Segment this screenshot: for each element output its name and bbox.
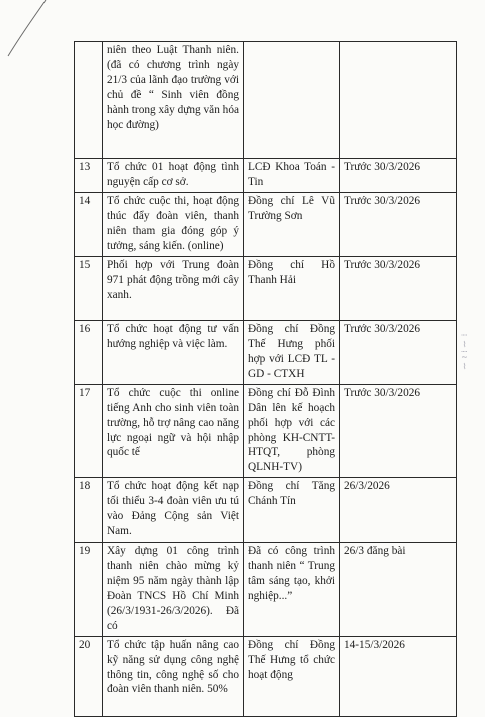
row-number: 14 [75,192,103,256]
pen-scribble-mark [0,0,60,70]
task-content: Tổ chức cuộc thi, hoạt động thúc đẩy đoàn viên, thanh niên tham gia đóng góp ý tưởng, sáng kiến. (online) [103,192,244,256]
table-row [75,159,457,193]
task-content: Phối hợp với Trung đoàn 971 phát động trồng mới cây xanh. [103,256,244,320]
deadline: Trước 30/3/2026 [340,159,457,193]
row-number [75,42,103,159]
table-row [75,42,457,159]
table-row [75,320,457,384]
row-number: 16 [75,320,103,384]
responsible-unit: Đồng chí Tăng Chánh Tín [244,478,340,543]
row-number: 20 [75,636,103,716]
table-row [75,636,457,716]
responsible-unit: Đồng chí Hồ Thanh Hải [244,256,340,320]
table-row [75,478,457,543]
row-number: 17 [75,384,103,477]
deadline: 26/3 đăng bài [340,543,457,636]
table-row [75,192,457,256]
margin-stamp-mark: ⌇ ≀ ⁞ ⌇ ⁞ [460,333,469,370]
task-content: Tổ chức hoạt động kết nạp tối thiểu 3-4 đoàn viên ưu tú vào Đảng Cộng sản Việt Nam. [103,478,244,543]
task-content: Tổ chức 01 hoạt động tình nguyện cấp cơ sở. [103,159,244,193]
responsible-unit: Đồng chí Đồng Thế Hưng phối hợp với LCĐ TL - GD - CTXH [244,320,340,384]
deadline: Trước 30/3/2026 [340,384,457,477]
table-row [75,384,457,477]
row-number: 15 [75,256,103,320]
responsible-unit: Đã có công trình thanh niên “ Trung tâm sáng tạo, khởi nghiệp...” [244,543,340,636]
responsible-unit: Đồng chí Lê Vũ Trường Sơn [244,192,340,256]
task-table [74,41,457,717]
responsible-unit: Đồng chí Đồng Thế Hưng tổ chức hoạt động [244,636,340,716]
task-content: Tổ chức tập huấn nâng cao kỹ năng sử dụng công nghệ thông tin, công nghệ số cho đoàn viên thanh niên. 50% [103,636,244,716]
table-row [75,256,457,320]
deadline: Trước 30/3/2026 [340,192,457,256]
deadline: 14-15/3/2026 [340,636,457,716]
row-number: 18 [75,478,103,543]
row-number: 19 [75,543,103,636]
responsible-unit [244,42,340,159]
table-row [75,543,457,636]
deadline: 26/3/2026 [340,478,457,543]
task-content: Tổ chức hoạt động tư vấn hướng nghiệp và việc làm. [103,320,244,384]
task-content: Tổ chức cuộc thi online tiếng Anh cho sinh viên toàn trường, hỗ trợ nâng cao năng lực ngoại ngữ và hội nhập quốc tế [103,384,244,477]
deadline: Trước 30/3/2026 [340,320,457,384]
row-number: 13 [75,159,103,193]
deadline: Trước 30/3/2026 [340,256,457,320]
deadline [340,42,457,159]
responsible-unit: LCĐ Khoa Toán - Tin [244,159,340,193]
task-content: niên theo Luật Thanh niên. (đã có chương trình ngày 21/3 của lãnh đạo trường với chủ đề “ Sinh viên đồng hành trong xây dựng văn hóa học đường) [103,42,244,159]
responsible-unit: Đồng chí Đỗ Đình Dân lên kế hoạch phối hợp với các phòng KH-CNTT-HTQT, phòng QLNH-TV) [244,384,340,477]
task-content: Xây dựng 01 công trình thanh niên chào mừng kỷ niệm 95 năm ngày thành lập Đoàn TNCS Hồ Chí Minh (26/3/1931-26/3/2026). Đã có [103,543,244,636]
